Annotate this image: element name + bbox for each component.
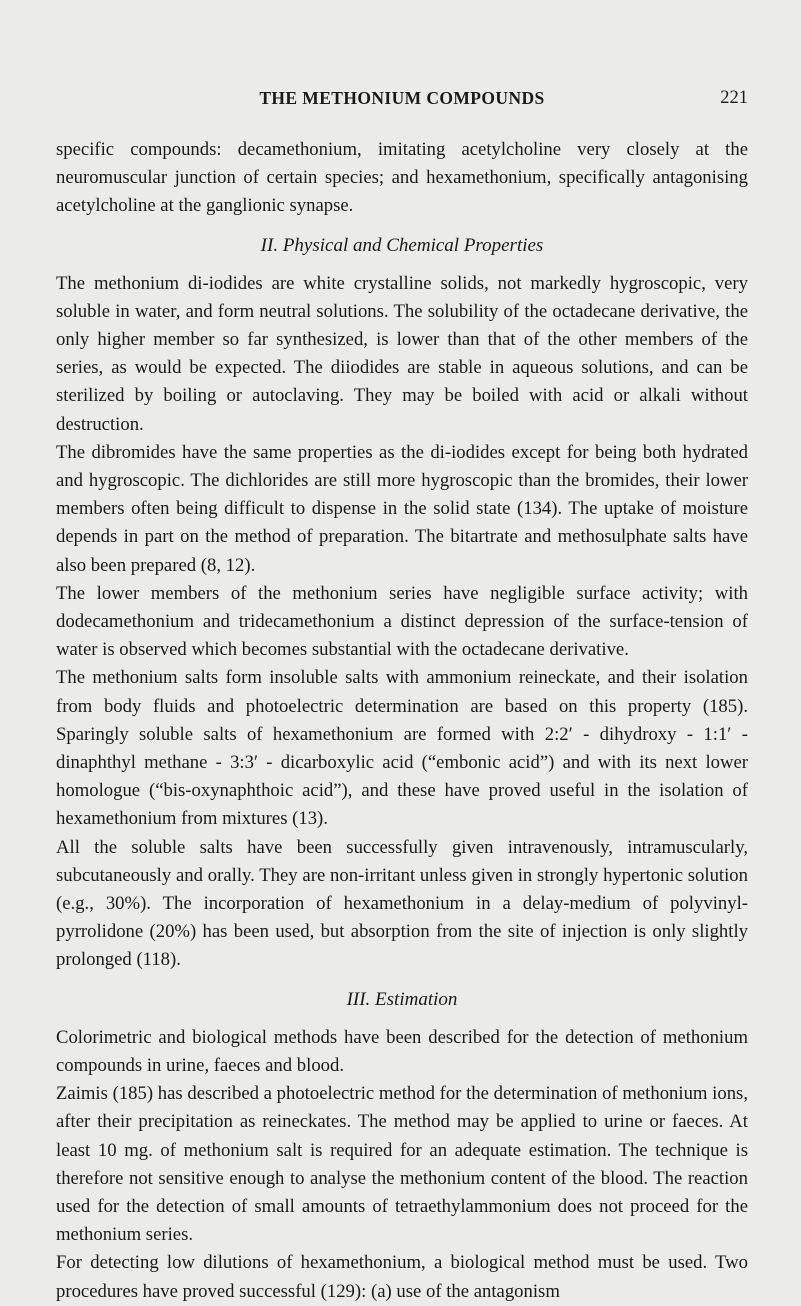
paragraph-surface-activity: The lower members of the methonium series have negligible surface activity; with dodecamethonium and tridecamethonium a distinct depression of the surface-tension of water is observed which becomes substantial with the octadecane derivative.	[56, 582, 748, 661]
paragraph-insoluble-salts: The methonium salts form insoluble salts with ammonium reineckate, and their isolation from body fluids and photoelectric determination are based on this property (185). Sparingly soluble salts of hexamethonium are formed with 2:2′ - dihydroxy - 1:1′ - dinaphthyl methane - 3:3′ - dicarboxylic acid (“embonic acid”) and with its next lower homologue (“bis-oxynaphthoic acid”), and these have proved useful in the isolation of hexamethonium from mixtures (13).	[56, 667, 748, 830]
running-title: THE METHONIUM COMPOUNDS	[259, 88, 545, 108]
intro-paragraph: specific compounds: decamethonium, imitating acetylcholine very closely at the neuromuscular junction of certain species; and hexamethonium, specifically antagonising acetylcholine at the ganglionic synapse.	[56, 139, 748, 217]
page-number: 221	[720, 88, 748, 108]
paragraph-diiodides: The methonium di-iodides are white crystalline solids, not markedly hygroscopic, very soluble in water, and form neutral solutions. The solubility of the octadecane derivative, the only higher member so far synthesized, is lower than that of the other members of the series, as would be expected. The diiodides are stable in aqueous solutions, and can be sterilized by boiling or autoclaving. They may be boiled with acid or alkali without destruction.	[56, 272, 748, 435]
section-heading-estimation: III. Estimation	[346, 988, 458, 1010]
paragraph-administration: All the soluble salts have been successfully given intravenously, intramuscularly, subcutaneously and orally. They are non-irritant unless given in strongly hypertonic solution (e.g., 30%). The incorporation of hexamethonium in a delay-medium of polyvinyl-pyrrolidone (20%) has been used, but absorption from the site of injection is only slightly prolonged (118).	[56, 836, 748, 971]
paragraph-methods: Colorimetric and biological methods have been described for the detection of methonium compounds in urine, faeces and blood.	[56, 1026, 748, 1076]
paragraph-biological-method: For detecting low dilutions of hexamethonium, a biological method must be used. Two procedures have proved successful (129): (a) use of the antagonism	[56, 1252, 748, 1302]
section-heading-physical-chemical: II. Physical and Chemical Properties	[260, 234, 544, 256]
paragraph-zaimis: Zaimis (185) has described a photoelectric method for the determination of methonium ions, after their precipitation as reineckates. The method may be applied to urine or faeces. At least 10 mg. of methonium salt is required for an adequate estimation. The technique is therefore not sensitive enough to analyse the methonium content of the blood. The reaction used for the detection of small amounts of tetraethylammonium does not proceed for the methonium series.	[56, 1083, 748, 1246]
paragraph-dibromides: The dibromides have the same properties as the di-iodides except for being both hydrated and hygroscopic. The dichlorides are still more hygroscopic than the bromides, their lower members often being difficult to dispense in the solid state (134). The uptake of moisture depends in part on the method of preparation. The bitartrate and methosulphate salts have also been prepared (8, 12).	[56, 441, 748, 576]
running-head	[56, 88, 748, 114]
book-page	[56, 88, 748, 1306]
